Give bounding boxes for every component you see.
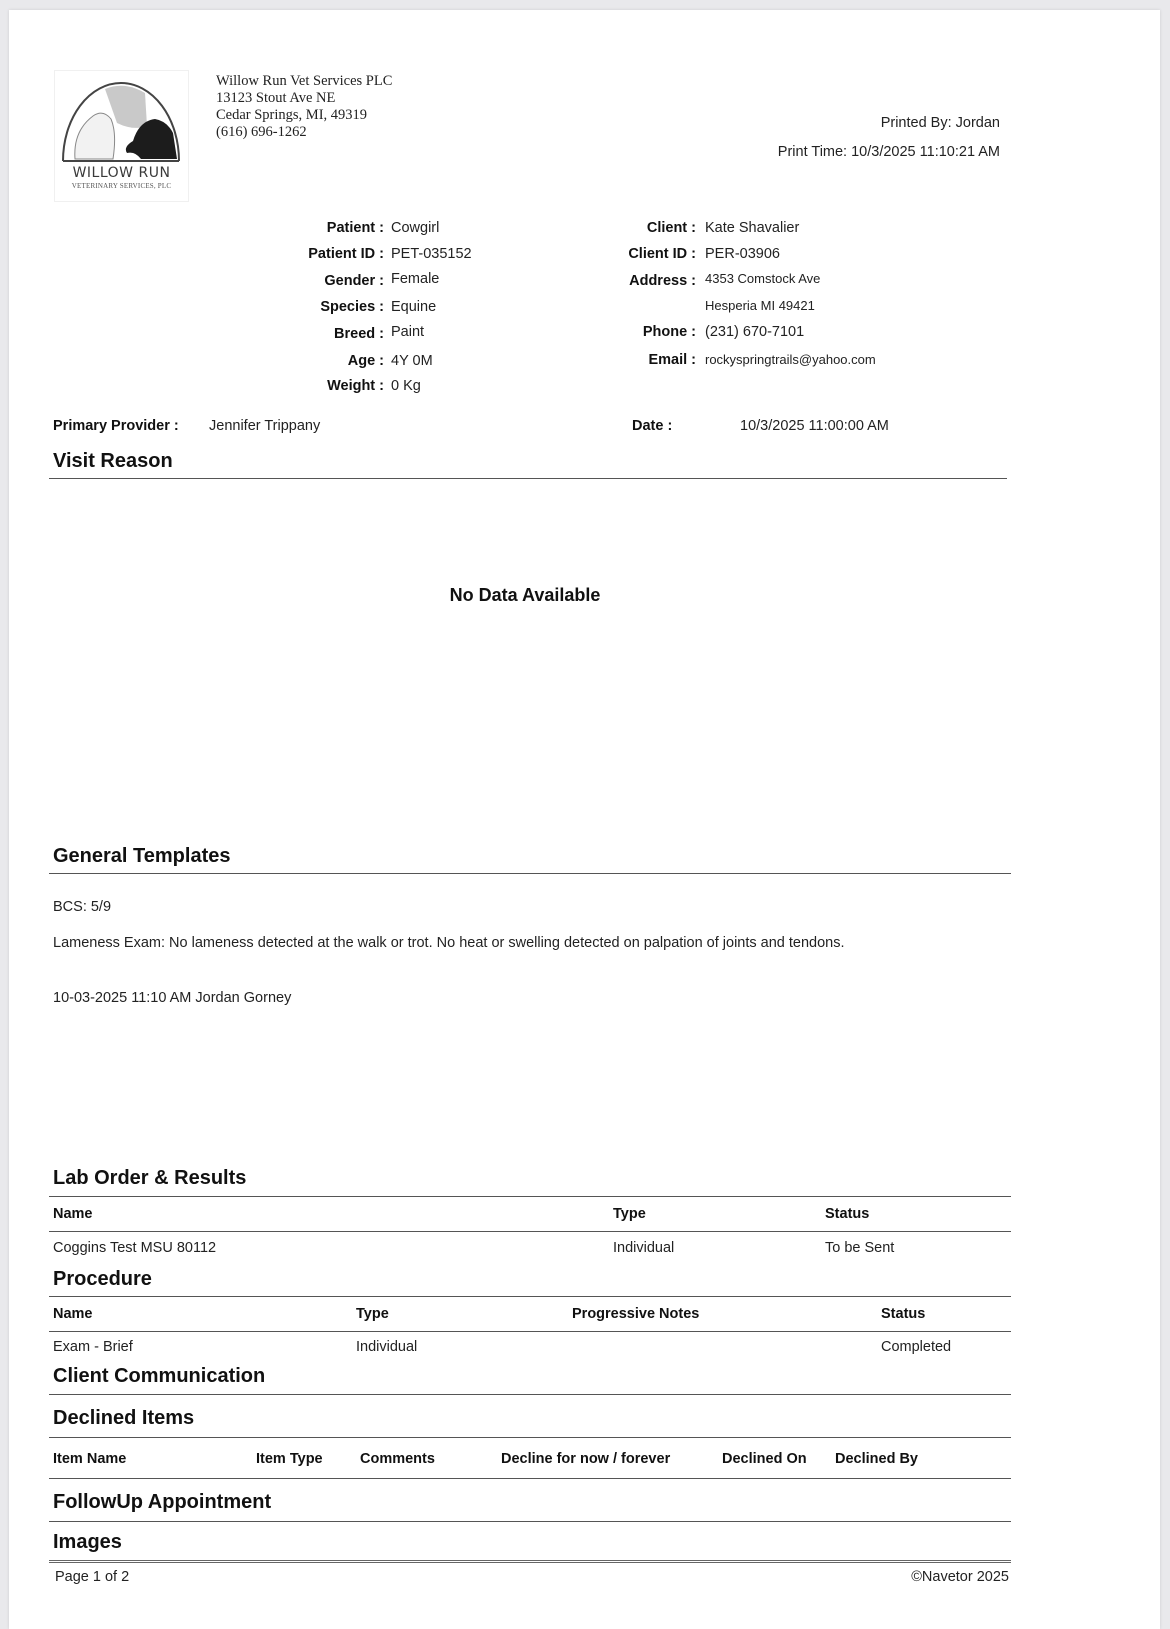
logo-name: WILLOW RUN (72, 165, 171, 181)
client-id-label: Client ID : (628, 246, 696, 262)
followup-title: FollowUp Appointment (53, 1491, 272, 1513)
gender-label: Gender : (324, 273, 384, 289)
visit-date-label: Date : (632, 418, 673, 434)
company-city: Cedar Springs, MI, 49319 (216, 107, 368, 123)
species-value: Equine (391, 299, 437, 315)
breed-value: Paint (391, 324, 425, 340)
followup-divider (49, 1521, 1011, 1522)
patient-name-value: Cowgirl (391, 220, 440, 236)
species-label: Species : (320, 299, 384, 315)
lab-col-name: Name (53, 1206, 93, 1222)
procedure-row-type: Individual (356, 1339, 418, 1355)
declined-col-decline-duration: Decline for now / forever (501, 1451, 671, 1467)
visit-reason-empty-message: No Data Available (449, 585, 601, 605)
lab-orders-divider (49, 1196, 1011, 1197)
patient-id-label: Patient ID : (308, 246, 384, 262)
lab-header-divider (49, 1231, 1011, 1232)
printed-by: Printed By: Jordan (880, 115, 1000, 131)
address-line2: Hesperia MI 49421 (705, 298, 815, 313)
age-label: Age : (347, 353, 384, 369)
email-label: Email : (648, 352, 696, 368)
lab-orders-title: Lab Order & Results (53, 1167, 247, 1189)
logo-animals-icon (55, 71, 188, 166)
declined-items-divider (49, 1437, 1011, 1438)
declined-items-title: Declined Items (53, 1407, 195, 1429)
breed-label: Breed : (334, 326, 384, 342)
lab-row-type: Individual (613, 1240, 675, 1256)
page-number: Page 1 of 2 (55, 1569, 130, 1585)
visit-date-value: 10/3/2025 11:00:00 AM (740, 418, 889, 434)
bcs-note: BCS: 5/9 (53, 899, 112, 915)
primary-provider-label: Primary Provider : (53, 418, 179, 434)
visit-reason-divider (49, 478, 1007, 479)
lab-col-type: Type (613, 1206, 646, 1222)
company-street: 13123 Stout Ave NE (216, 90, 336, 106)
client-communication-title: Client Communication (53, 1365, 266, 1387)
general-templates-divider (49, 873, 1011, 874)
declined-header-divider (49, 1478, 1011, 1479)
images-divider (49, 1560, 1011, 1563)
address-label: Address : (629, 273, 696, 289)
primary-provider-value: Jennifer Trippany (209, 418, 321, 434)
general-templates-title: General Templates (53, 845, 231, 867)
company-address (216, 73, 392, 141)
procedure-title: Procedure (53, 1268, 152, 1290)
procedure-row-status: Completed (881, 1339, 952, 1355)
print-time: Print Time: 10/3/2025 11:10:21 AM (777, 144, 1000, 160)
declined-col-declined-by: Declined By (835, 1451, 918, 1467)
declined-col-comments: Comments (360, 1451, 435, 1467)
patient-id-value: PET-035152 (391, 246, 472, 262)
weight-label: Weight : (327, 378, 384, 394)
images-title: Images (53, 1531, 122, 1553)
client-communication-divider (49, 1394, 1011, 1395)
procedure-col-status: Status (881, 1306, 926, 1322)
lameness-exam-note: Lameness Exam: No lameness detected at the walk or trot. No heat or swelling detected on palpation of joints and tendons. (53, 935, 845, 951)
age-value: 4Y 0M (391, 353, 433, 369)
declined-col-declined-on: Declined On (722, 1451, 807, 1467)
lab-row-status: To be Sent (825, 1240, 895, 1256)
patient-name-label: Patient : (326, 220, 384, 236)
visit-reason-title: Visit Reason (53, 450, 173, 472)
clinic-logo (54, 70, 189, 202)
procedure-col-name: Name (53, 1306, 93, 1322)
template-timestamp: 10-03-2025 11:10 AM Jordan Gorney (53, 990, 292, 1006)
procedure-divider (49, 1296, 1011, 1297)
procedure-col-type: Type (356, 1306, 389, 1322)
procedure-row-name: Exam - Brief (53, 1339, 133, 1355)
declined-col-item-name: Item Name (53, 1451, 127, 1467)
procedure-col-notes: Progressive Notes (572, 1306, 700, 1322)
weight-value: 0 Kg (391, 378, 421, 394)
procedure-header-divider (49, 1331, 1011, 1332)
report-page (9, 10, 1160, 1629)
copyright: ©Navetor 2025 (911, 1569, 1009, 1585)
phone-label: Phone : (642, 324, 696, 340)
gender-value: Female (391, 271, 440, 287)
client-name-value: Kate Shavalier (705, 220, 800, 236)
company-name: Willow Run Vet Services PLC (216, 73, 393, 89)
logo-subtitle: VETERINARY SERVICES, PLC (71, 182, 172, 190)
lab-row-name: Coggins Test MSU 80112 (53, 1240, 217, 1256)
address-line1: 4353 Comstock Ave (705, 271, 821, 286)
phone-value: (231) 670-7101 (705, 324, 805, 340)
client-id-value: PER-03906 (705, 246, 780, 262)
declined-col-item-type: Item Type (256, 1451, 323, 1467)
lab-col-status: Status (825, 1206, 870, 1222)
company-phone: (616) 696-1262 (216, 124, 307, 140)
email-value: rockyspringtrails@yahoo.com (705, 352, 876, 367)
client-name-label: Client : (646, 220, 696, 236)
